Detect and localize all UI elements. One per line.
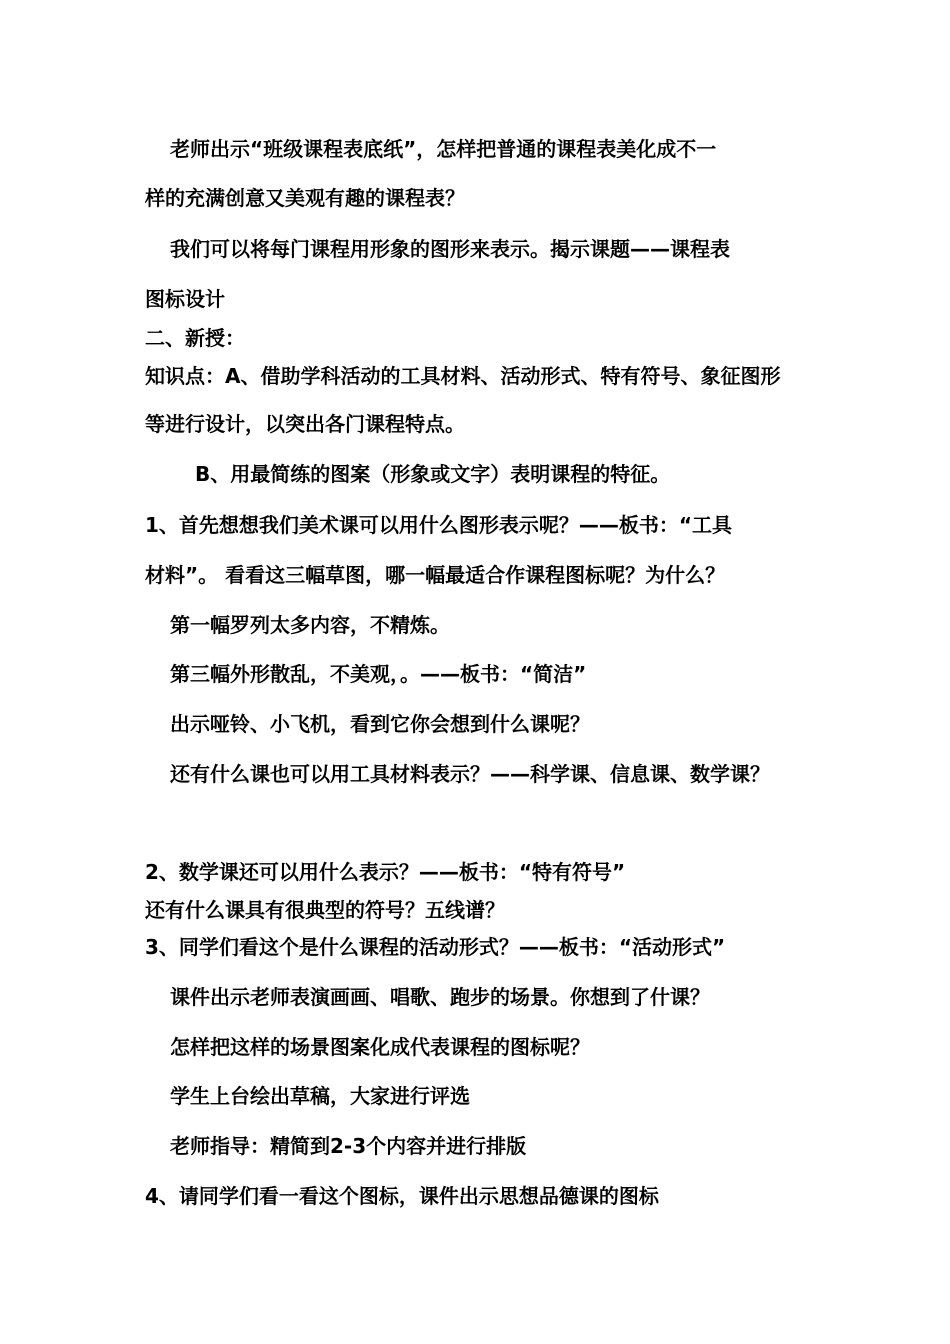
text-line: 2、数学课还可以用什么表示？——板书：“特有符号” xyxy=(145,860,626,884)
text-line: 知识点：A、借助学科活动的工具材料、活动形式、特有符号、象征图形 xyxy=(145,364,781,388)
text-line: 材料”。 看看这三幅草图，哪一幅最适合作课程图标呢？为什么？ xyxy=(145,563,726,587)
text-line: 1、首先想想我们美术课可以用什么图形表示呢？——板书：“工具 xyxy=(145,513,733,537)
text-line: 第三幅外形散乱，不美观，。——板书：“简洁” xyxy=(170,662,587,686)
text-line: 等进行设计，以突出各门课程特点。 xyxy=(145,412,465,436)
text-line: 学生上台绘出草稿，大家进行评选 xyxy=(170,1084,470,1108)
text-line: 样的充满创意又美观有趣的课程表？ xyxy=(145,186,465,210)
text-line: 3、同学们看这个是什么课程的活动形式？——板书：“活动形式” xyxy=(145,935,726,959)
text-line: 还有什么课也可以用工具材料表示？——科学课、信息课、数学课？ xyxy=(170,762,770,786)
text-line: 我们可以将每门课程用形象的图形来表示。揭示课题——课程表 xyxy=(170,237,730,261)
text-line: 图标设计 xyxy=(145,287,225,311)
text-line: 4、请同学们看一看这个图标，课件出示思想品德课的图标 xyxy=(145,1184,659,1208)
text-line: 还有什么课具有很典型的符号？五线谱？ xyxy=(145,898,505,922)
text-line: 第一幅罗列太多内容，不精炼。 xyxy=(170,613,450,637)
text-line: 老师指导：精简到2-3个内容并进行排版 xyxy=(170,1134,527,1158)
section-heading: 二、新授： xyxy=(145,326,245,350)
text-line: B、用最简练的图案（形象或文字）表明课程的特征。 xyxy=(195,462,671,486)
text-line: 课件出示老师表演画画、唱歌、跑步的场景。你想到了什课？ xyxy=(170,985,710,1009)
text-line: 老师出示“班级课程表底纸”，怎样把普通的课程表美化成不一 xyxy=(170,137,717,161)
text-line: 出示哑铃、小飞机，看到它你会想到什么课呢？ xyxy=(170,712,590,736)
text-line: 怎样把这样的场景图案化成代表课程的图标呢？ xyxy=(170,1035,590,1059)
